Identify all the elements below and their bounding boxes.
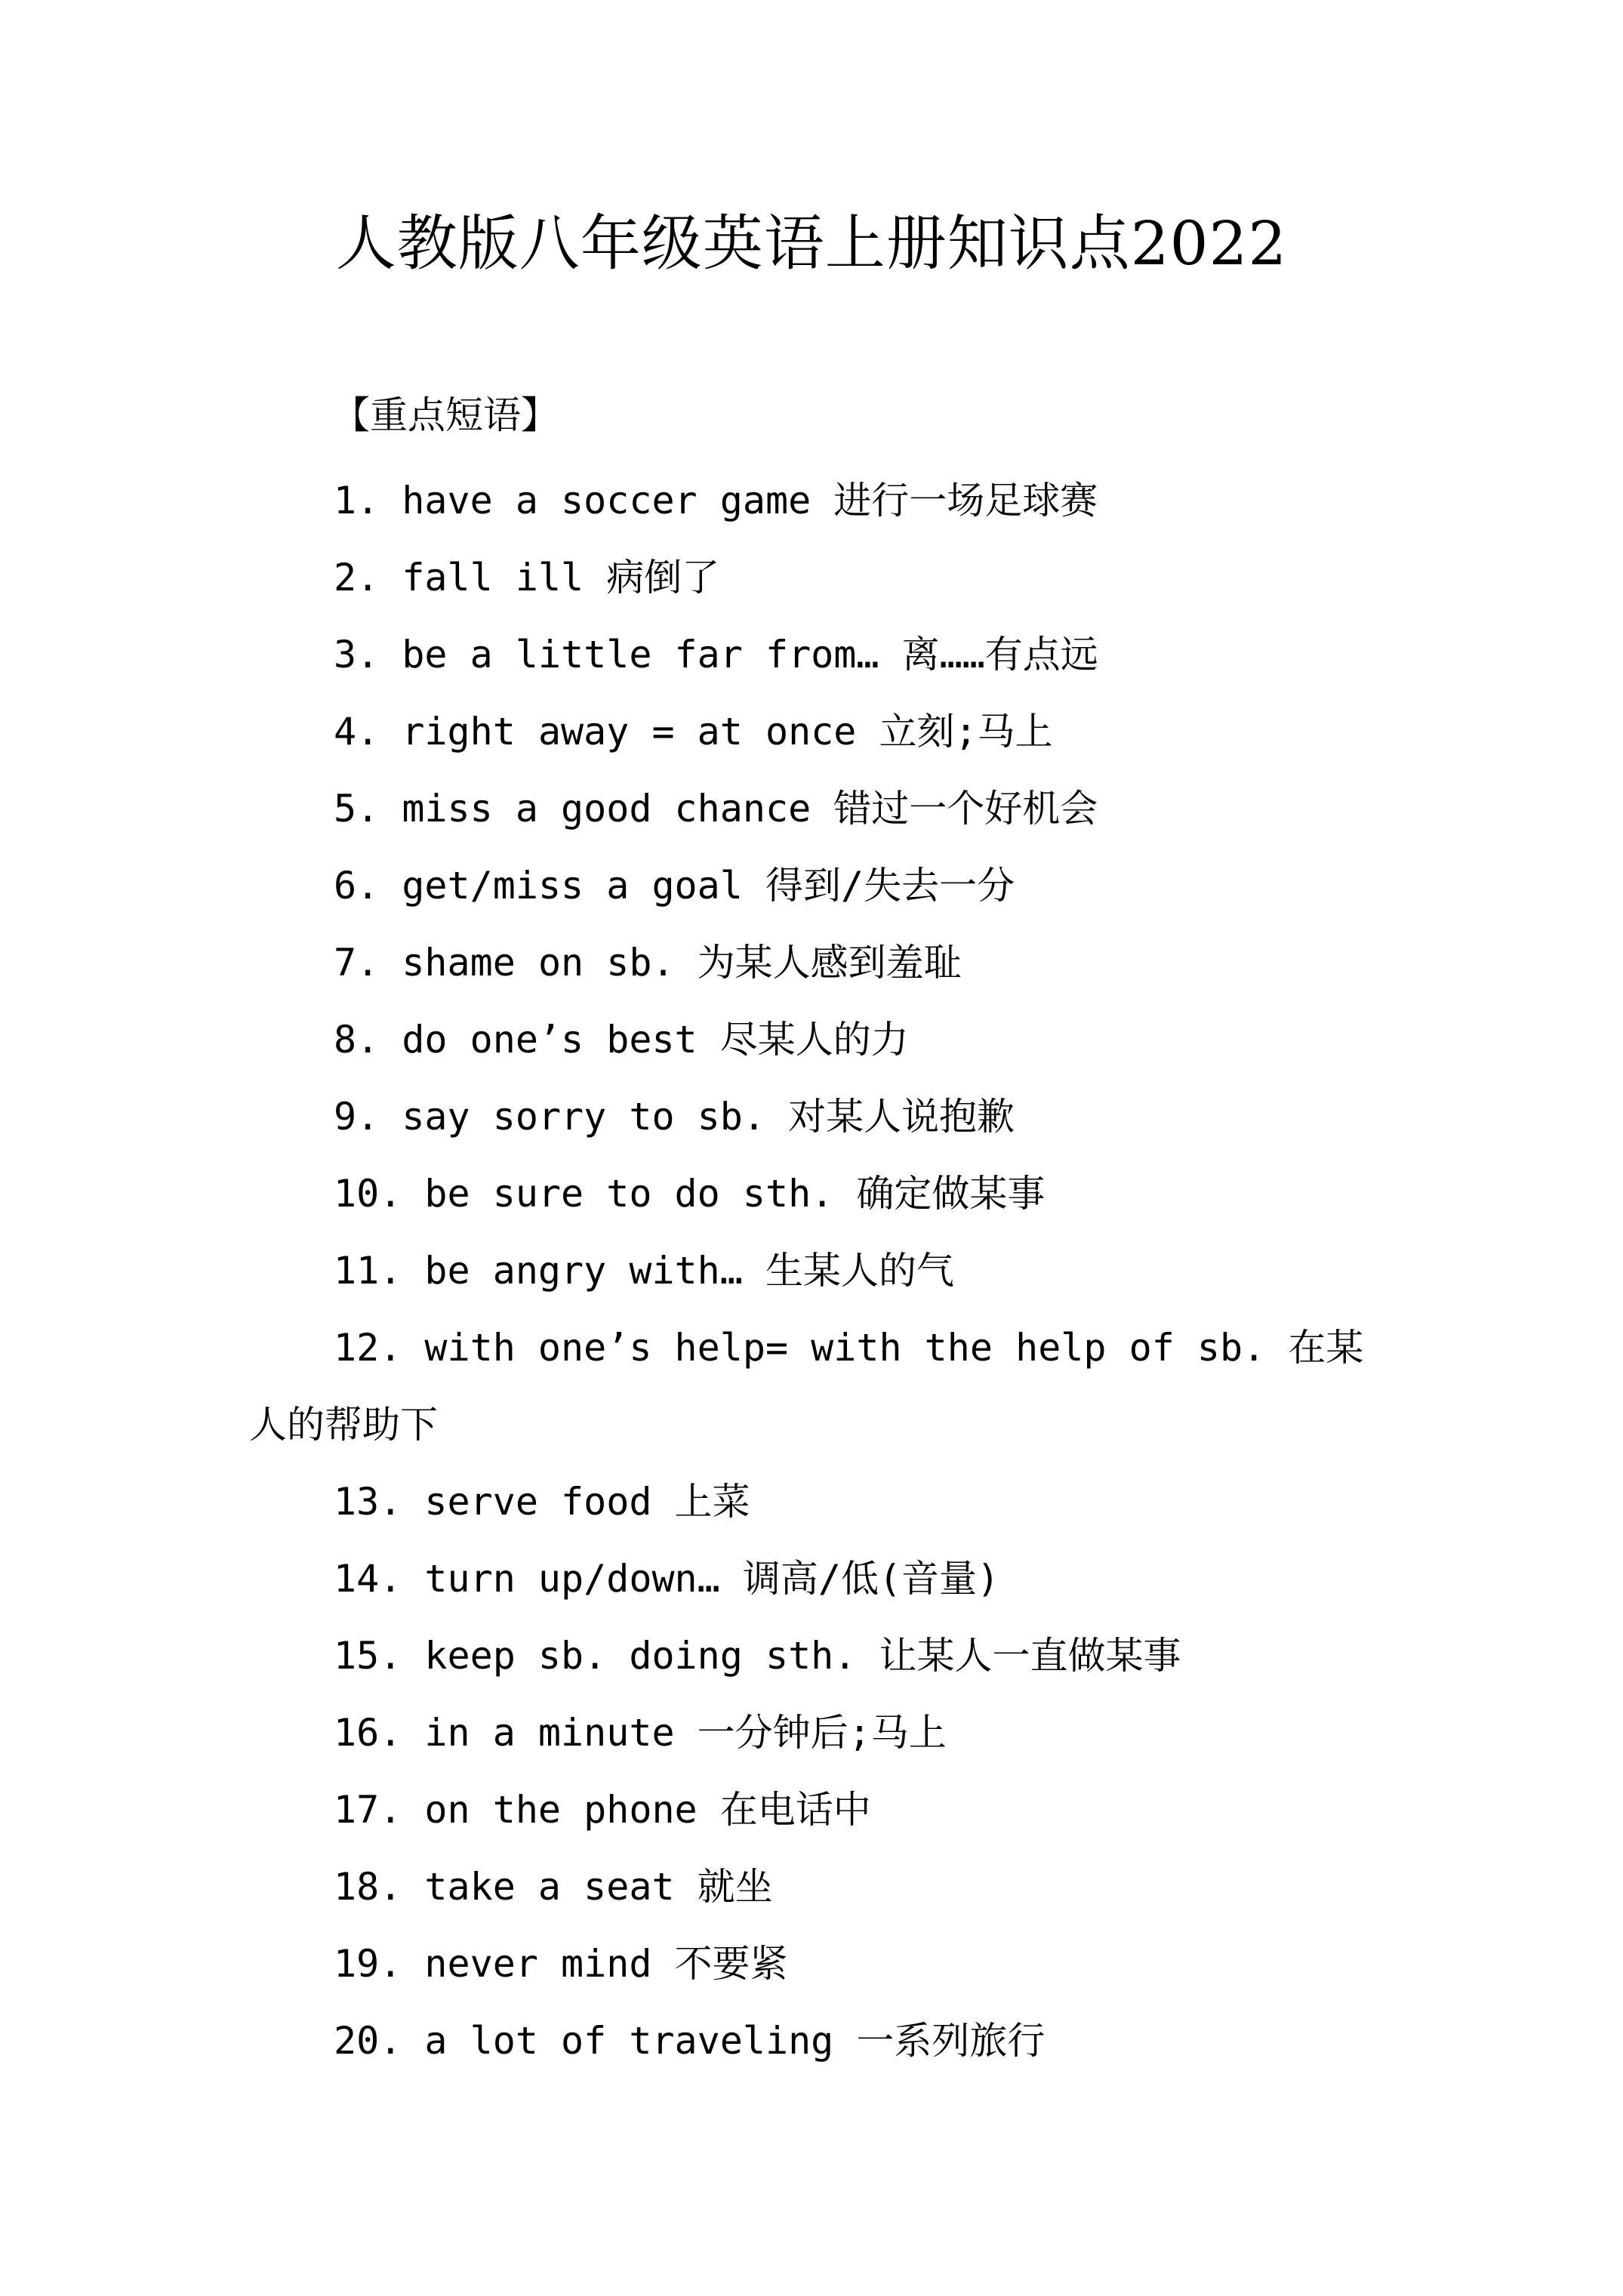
list-item	[249, 1232, 1381, 1309]
list-item	[249, 2002, 1381, 2079]
item-text: turn up/down… 调高/低(音量)	[424, 1557, 1000, 1601]
item-number: 9.	[334, 1095, 380, 1139]
item-text: do one’s best 尽某人的力	[402, 1018, 909, 1062]
item-text: have a soccer game 进行一场足球赛	[402, 479, 1098, 522]
list-item	[249, 770, 1381, 847]
item-text: take a seat 就坐	[424, 1865, 773, 1909]
item-text: keep sb. doing sth. 让某人一直做某事	[424, 1634, 1181, 1678]
item-text: never mind 不要紧	[424, 1942, 788, 1986]
item-number: 3.	[334, 633, 380, 676]
list-item	[249, 1540, 1381, 1617]
list-item	[249, 462, 1381, 539]
item-number: 13.	[334, 1480, 402, 1524]
item-text: in a minute 一分钟后;马上	[424, 1711, 947, 1755]
item-text: shame on sb. 为某人感到羞耻	[402, 941, 962, 985]
list-item	[249, 924, 1381, 1001]
list-item	[249, 1001, 1381, 1078]
item-number: 17.	[334, 1788, 402, 1832]
list-item	[249, 1078, 1381, 1155]
item-text: say sorry to sb. 对某人说抱歉	[402, 1095, 1015, 1139]
list-item	[249, 1463, 1381, 1540]
item-text: fall ill 病倒了	[402, 556, 720, 599]
item-number: 15.	[334, 1634, 402, 1678]
list-item	[249, 1617, 1381, 1694]
list-item	[249, 1309, 1381, 1463]
list-item	[249, 847, 1381, 924]
item-number: 4.	[334, 710, 380, 754]
item-text: be a little far from… 离……有点远	[402, 633, 1098, 676]
phrase-list	[249, 462, 1381, 2079]
list-item	[249, 693, 1381, 770]
item-number: 6.	[334, 864, 380, 908]
list-item	[249, 1771, 1381, 1848]
list-item	[249, 1848, 1381, 1925]
item-number: 18.	[334, 1865, 402, 1909]
page-title: 人教版八年级英语上册知识点2022	[335, 208, 1288, 279]
item-text: be angry with… 生某人的气	[424, 1249, 954, 1293]
list-item	[249, 1155, 1381, 1232]
item-number: 14.	[334, 1557, 402, 1601]
item-number: 12.	[334, 1326, 402, 1370]
item-number: 16.	[334, 1711, 402, 1755]
item-number: 7.	[334, 941, 380, 985]
item-number: 11.	[334, 1249, 402, 1293]
item-text: right away = at once 立刻;马上	[402, 710, 1053, 754]
item-text: on the phone 在电话中	[424, 1788, 871, 1832]
item-text: a lot of traveling 一系列旅行	[424, 2019, 1046, 2063]
item-number: 2.	[334, 556, 380, 599]
item-number: 8.	[334, 1018, 380, 1062]
item-text: serve food 上菜	[424, 1480, 750, 1524]
list-item	[249, 616, 1381, 693]
list-item	[249, 539, 1381, 616]
item-text: get/miss a goal 得到/失去一分	[402, 864, 1015, 908]
item-number: 5.	[334, 787, 380, 831]
item-text: with one’s help= with the help of sb. 在某人的帮助下	[249, 1326, 1364, 1447]
list-item	[249, 1694, 1381, 1771]
item-text: miss a good chance 错过一个好机会	[402, 787, 1098, 831]
section-heading: 【重点短语】	[332, 393, 559, 437]
item-number: 19.	[334, 1942, 402, 1986]
item-number: 1.	[334, 479, 380, 522]
list-item	[249, 1925, 1381, 2002]
item-number: 10.	[334, 1172, 402, 1216]
item-number: 20.	[334, 2019, 402, 2063]
item-text: be sure to do sth. 确定做某事	[424, 1172, 1046, 1216]
